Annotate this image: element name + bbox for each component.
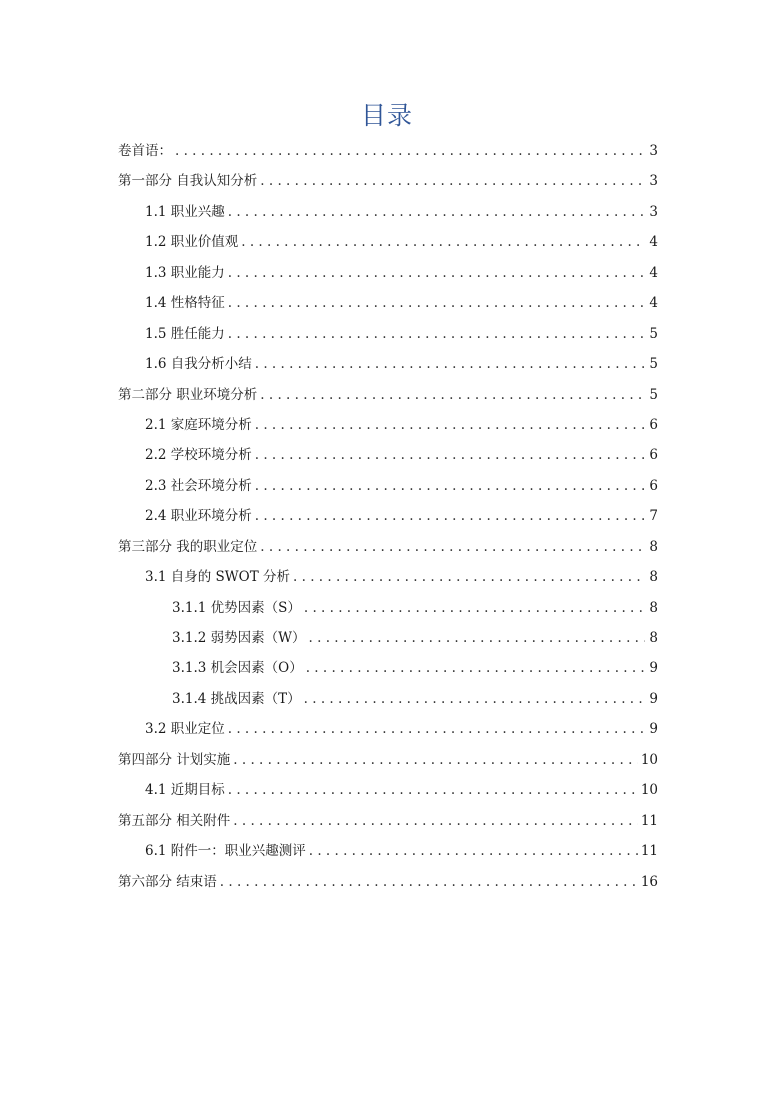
toc-entry-page-number: 6 <box>649 477 658 494</box>
toc-entry-label: 4.1 近期目标 <box>145 782 225 799</box>
toc-entry-label: 1.5 胜任能力 <box>145 325 225 342</box>
toc-entry[interactable] <box>118 440 658 470</box>
toc-dot-leader <box>260 532 645 562</box>
toc-entry-label: 3.2 职业定位 <box>145 721 225 738</box>
toc-dot-leader <box>228 319 645 349</box>
toc-dot-leader <box>255 471 645 501</box>
toc-entry-page-number: 10 <box>640 751 658 768</box>
toc-dot-leader <box>293 562 645 592</box>
toc-entry-page-number: 7 <box>649 508 658 525</box>
toc-entry-label: 1.6 自我分析小结 <box>145 356 252 373</box>
toc-entry-label: 2.4 职业环境分析 <box>145 508 252 525</box>
toc-entry[interactable] <box>118 836 658 866</box>
toc-entry-label: 3.1.2 弱势因素（W） <box>172 630 306 646</box>
toc-entry-label: 3.1.3 机会因素（O） <box>172 660 303 677</box>
toc-entry-page-number: 11 <box>640 843 658 860</box>
toc-dot-leader <box>228 288 645 318</box>
toc-entry-label: 3.1.1 优势因素（S） <box>172 599 301 616</box>
toc-dot-leader <box>233 806 638 836</box>
toc-entry-label: 3.1.4 挑战因素（T） <box>172 690 301 707</box>
toc-entry[interactable] <box>118 410 658 440</box>
toc-entry[interactable] <box>118 258 658 288</box>
toc-dot-leader <box>260 166 645 196</box>
toc-entry-page-number: 11 <box>640 812 658 829</box>
toc-entry-page-number: 4 <box>649 234 658 251</box>
toc-entry-page-number: 4 <box>649 295 658 312</box>
toc-entry[interactable] <box>118 380 658 410</box>
toc-dot-leader <box>241 227 645 257</box>
toc-entry-label: 第一部分 自我认知分析 <box>118 173 258 190</box>
toc-entry[interactable] <box>118 684 658 714</box>
toc-entry[interactable] <box>118 593 658 623</box>
toc-dot-leader <box>228 775 638 805</box>
toc-entry-page-number: 16 <box>640 873 658 890</box>
toc-entry[interactable] <box>118 714 658 744</box>
toc-entry-label: 第二部分 职业环境分析 <box>118 386 258 403</box>
toc-entry-page-number: 5 <box>649 325 658 342</box>
toc-entry-page-number: 4 <box>649 264 658 281</box>
toc-dot-leader <box>260 380 645 410</box>
toc-entry-page-number: 8 <box>649 599 658 616</box>
toc-entry-label: 2.3 社会环境分析 <box>145 477 252 494</box>
toc-entry-page-number: 5 <box>649 356 658 373</box>
toc-entry[interactable] <box>118 349 658 379</box>
toc-entry-page-number: 3 <box>649 173 658 190</box>
toc-entry[interactable] <box>118 532 658 562</box>
toc-entry[interactable] <box>118 319 658 349</box>
toc-entry[interactable] <box>118 806 658 836</box>
toc-entry[interactable] <box>118 227 658 257</box>
page-title: 目录 <box>360 101 413 130</box>
toc-entry-label: 第四部分 计划实施 <box>118 751 231 768</box>
toc-entry[interactable] <box>118 166 658 196</box>
toc-entry-page-number: 5 <box>649 386 658 403</box>
toc-entry-page-number: 6 <box>649 447 658 464</box>
toc-entry-page-number: 3 <box>649 143 658 159</box>
toc-dot-leader <box>306 653 645 683</box>
toc-dot-leader <box>255 501 645 531</box>
toc-entry-page-number: 6 <box>649 416 658 433</box>
toc-entry-label: 1.3 职业能力 <box>145 264 225 281</box>
toc-entry-page-number: 9 <box>649 690 658 707</box>
toc-entry[interactable] <box>118 562 658 592</box>
toc-dot-leader <box>255 349 645 379</box>
toc-entry-label: 2.1 家庭环境分析 <box>145 416 252 433</box>
toc-entry-label: 第三部分 我的职业定位 <box>118 538 258 555</box>
toc-dot-leader <box>304 684 645 714</box>
toc-entry-label: 卷首语： <box>118 143 172 159</box>
toc-dot-leader <box>255 410 645 440</box>
toc-entry-page-number: 3 <box>649 203 658 220</box>
toc-entry-label: 2.2 学校环境分析 <box>145 447 252 464</box>
toc-dot-leader <box>228 714 645 744</box>
table-of-contents <box>118 136 658 897</box>
toc-entry-label: 第五部分 相关附件 <box>118 812 231 829</box>
toc-entry-page-number: 9 <box>649 721 658 738</box>
toc-entry[interactable] <box>118 775 658 805</box>
toc-dot-leader <box>228 258 645 288</box>
toc-dot-leader <box>255 440 645 470</box>
toc-entry-label: 3.1 自身的 SWOT 分析 <box>145 569 291 586</box>
toc-dot-leader <box>220 867 638 897</box>
toc-entry[interactable] <box>118 471 658 501</box>
toc-entry[interactable] <box>118 623 658 653</box>
toc-entry-page-number: 8 <box>649 569 658 586</box>
toc-dot-leader <box>304 593 645 623</box>
toc-dot-leader <box>228 197 645 227</box>
toc-entry[interactable] <box>118 136 658 166</box>
toc-entry-label: 1.4 性格特征 <box>145 295 225 312</box>
toc-entry-page-number: 8 <box>649 630 658 646</box>
toc-dot-leader <box>175 136 645 166</box>
toc-dot-leader <box>309 623 645 653</box>
toc-entry-label: 第六部分 结束语 <box>118 873 217 890</box>
toc-entry[interactable] <box>118 867 658 897</box>
toc-entry[interactable] <box>118 745 658 775</box>
toc-entry-page-number: 8 <box>649 538 658 555</box>
toc-entry-label: 6.1 附件一：职业兴趣测评 <box>145 843 306 860</box>
toc-entry-page-number: 10 <box>640 782 658 799</box>
toc-dot-leader <box>309 836 638 866</box>
toc-entry-label: 1.2 职业价值观 <box>145 234 239 251</box>
toc-entry[interactable] <box>118 288 658 318</box>
toc-entry[interactable] <box>118 197 658 227</box>
toc-entry[interactable] <box>118 501 658 531</box>
toc-dot-leader <box>233 745 638 775</box>
toc-entry[interactable] <box>118 653 658 683</box>
toc-entry-page-number: 9 <box>649 660 658 677</box>
toc-entry-label: 1.1 职业兴趣 <box>145 203 225 220</box>
